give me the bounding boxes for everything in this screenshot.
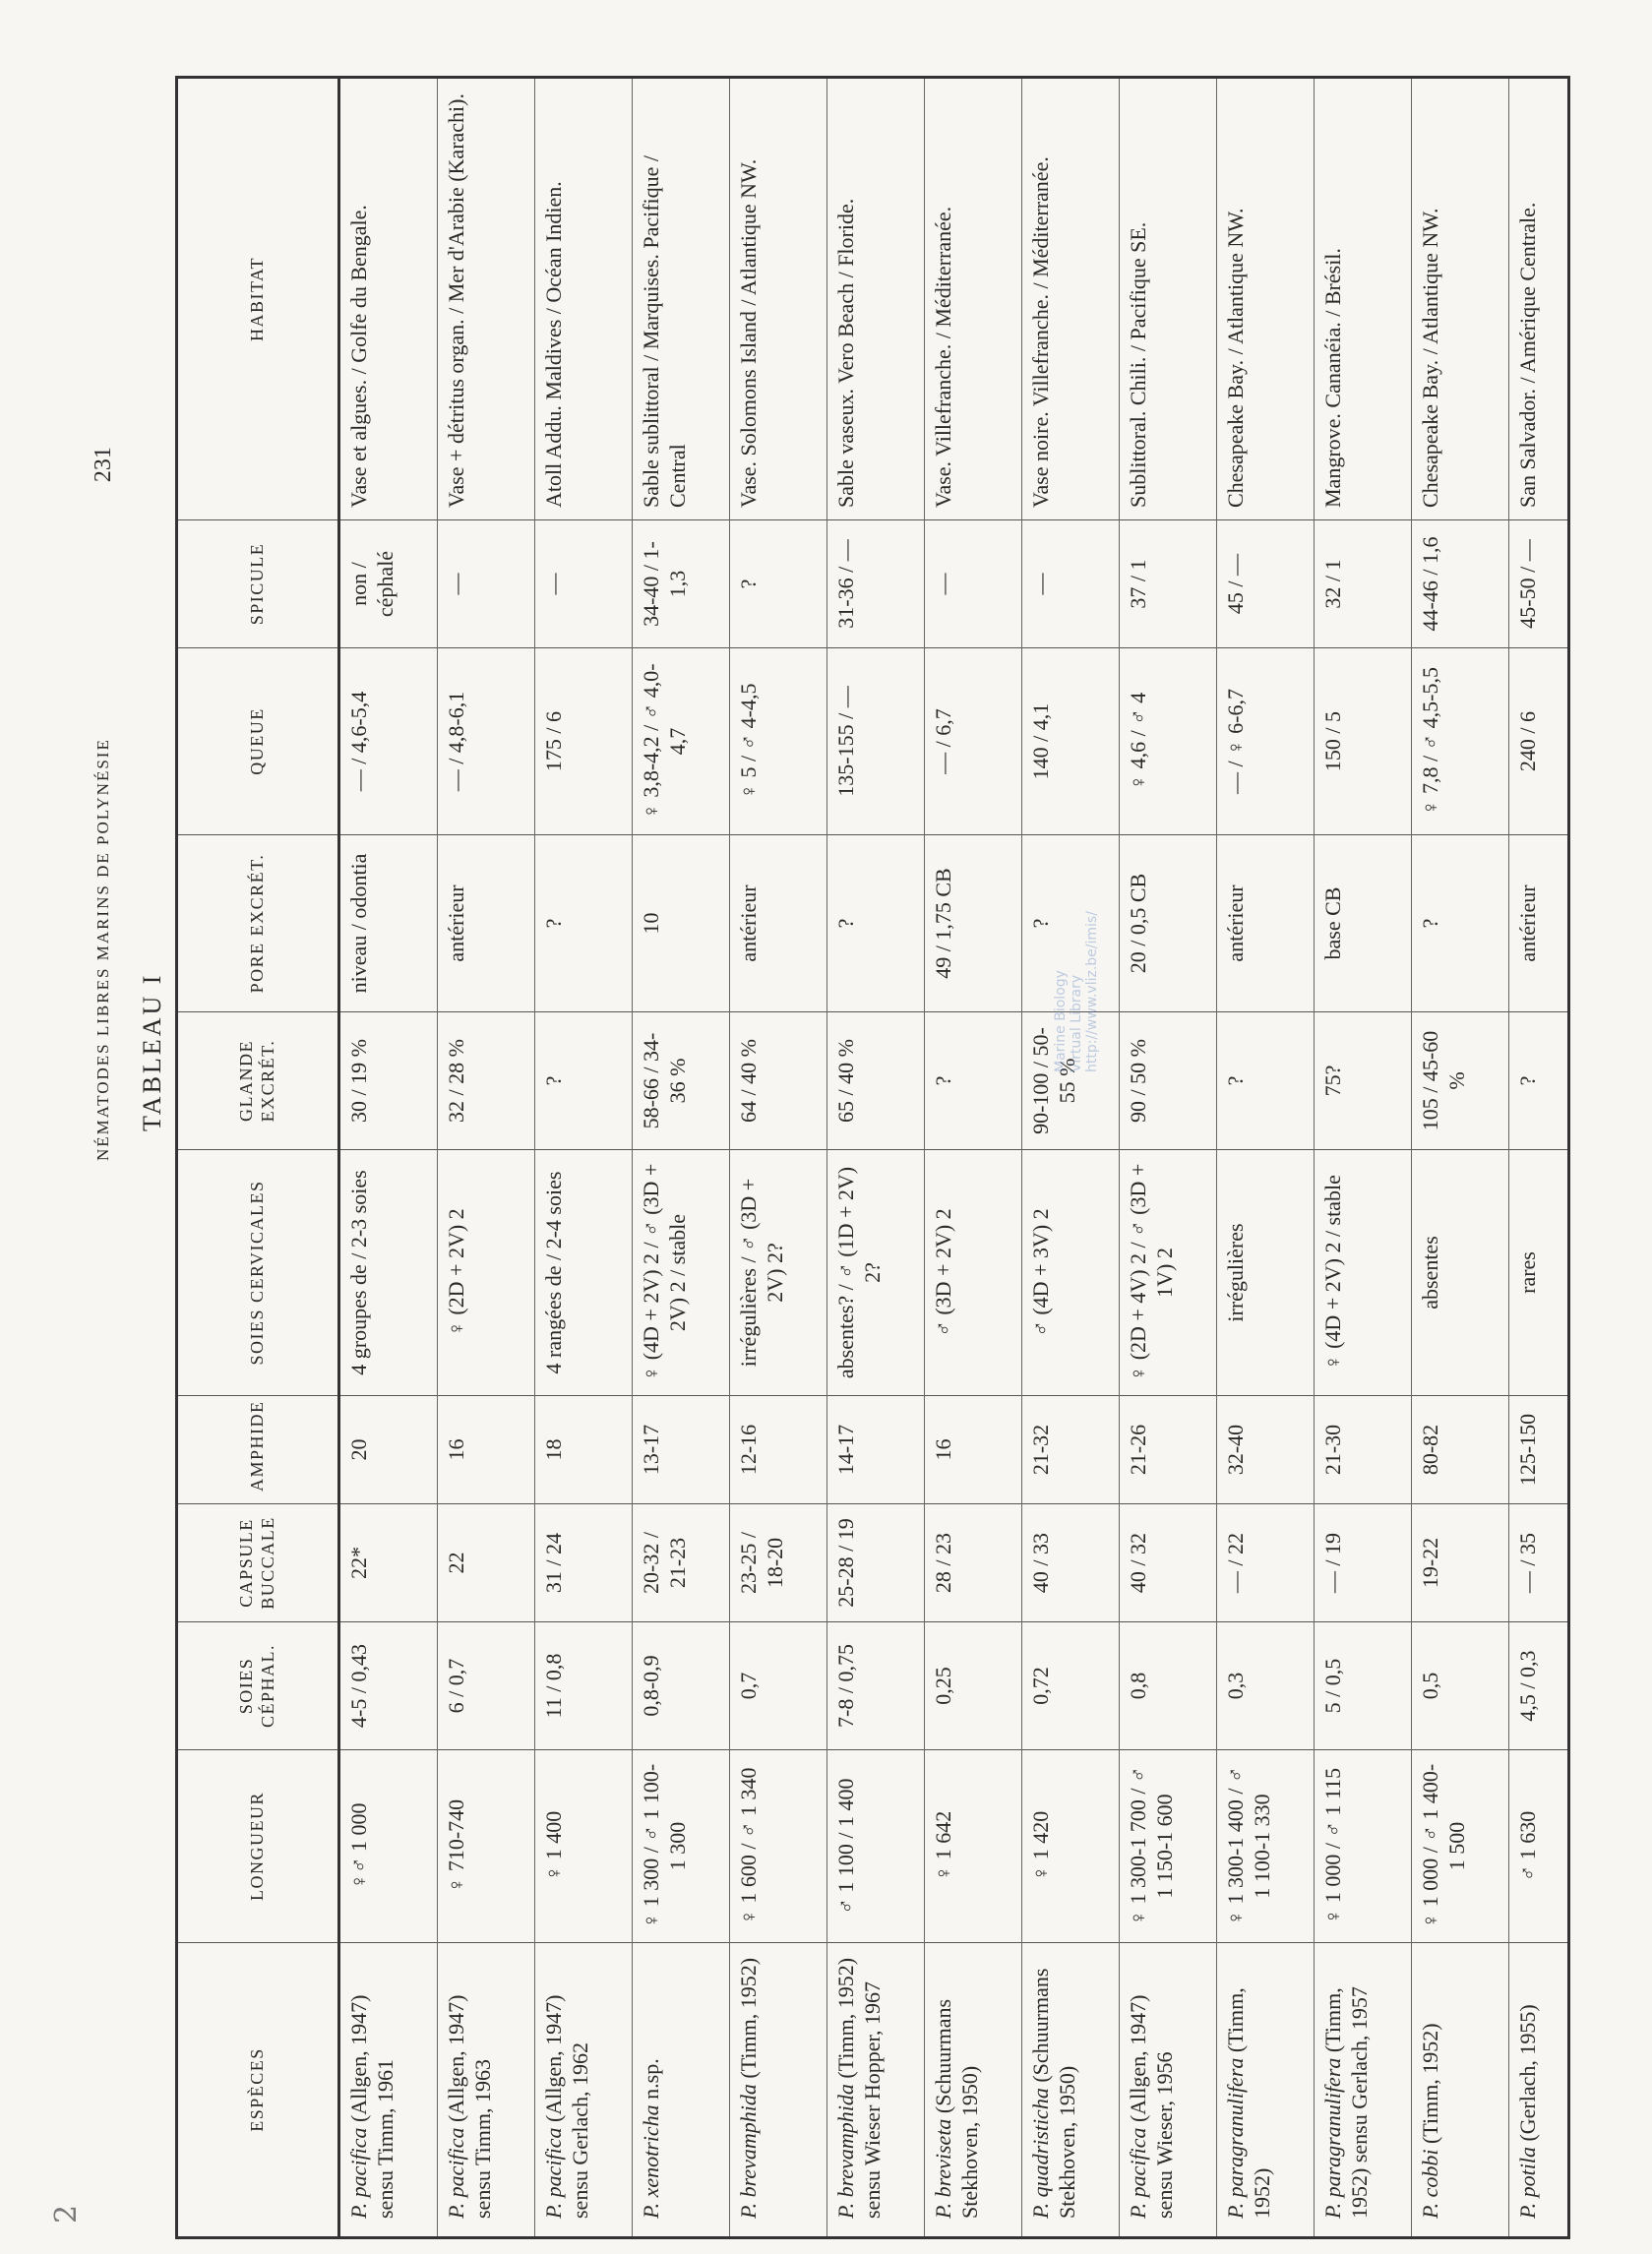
length-cell: ♀ 1 300 / ♂ 1 100-1 300 <box>633 1750 730 1943</box>
species-name: P. potila <box>1515 2147 1541 2219</box>
queue-cell: 240 / 6 <box>1509 648 1569 835</box>
amphide-cell: 18 <box>535 1396 633 1504</box>
spicule-cell: non / céphalé <box>339 520 438 648</box>
col-length: LONGUEUR <box>177 1750 339 1943</box>
spicule-cell: 31-36 / — <box>827 520 925 648</box>
gland-cell: ? <box>1217 1012 1315 1150</box>
table-row <box>1315 78 1412 2238</box>
species-cell <box>1509 1943 1569 2238</box>
length-cell: ♂ 1 630 <box>1509 1750 1569 1943</box>
gland-cell: 30 / 19 % <box>339 1012 438 1150</box>
col-capsule: CAPSULE BUCCALE <box>177 1504 339 1622</box>
queue-cell: 140 / 4,1 <box>1022 648 1120 835</box>
habitat-cell: Chesapeake Bay. / Atlantique NW. <box>1217 78 1315 520</box>
header-row <box>177 78 339 2238</box>
ceph-cell: 4,5 / 0,3 <box>1509 1622 1569 1750</box>
species-cell <box>535 1943 633 2238</box>
queue-cell: ♀ 7,8 / ♂ 4,5-5,5 <box>1412 648 1509 835</box>
cerv-cell: 4 groupes de / 2-3 soies <box>339 1150 438 1396</box>
spicule-cell: — <box>438 520 535 648</box>
ceph-cell: 0,72 <box>1022 1622 1120 1750</box>
amphide-cell: 125-150 <box>1509 1396 1569 1504</box>
cerv-cell: irrégulières / ♂ (3D + 2V) 2? <box>730 1150 827 1396</box>
length-cell: ♀ 1 300-1 400 / ♂ 1 100-1 330 <box>1217 1750 1315 1943</box>
page-number: 231 <box>90 447 116 483</box>
species-author: (Timm, 1952) sensu Wieser Hopper, 1967 <box>833 1957 886 2219</box>
habitat-cell: Sable sublittoral / Marquises. Pacifique / Central <box>633 78 730 520</box>
amphide-cell: 21-32 <box>1022 1396 1120 1504</box>
species-cell <box>1315 1943 1412 2238</box>
pore-cell: base CB <box>1315 835 1412 1012</box>
length-cell: ♀ 1 300-1 700 / ♂ 1 150-1 600 <box>1120 1750 1217 1943</box>
species-author: (Schuurmans Stekhoven, 1950) <box>1028 1968 1080 2219</box>
table-row <box>339 78 438 2238</box>
habitat-cell: Mangrove. Cananéia. / Brésil. <box>1315 78 1412 520</box>
col-ceph: SOIES CÉPHAL. <box>177 1622 339 1750</box>
length-cell: ♀ 1 420 <box>1022 1750 1120 1943</box>
amphide-cell: 21-26 <box>1120 1396 1217 1504</box>
species-author: n.sp. <box>639 2058 664 2100</box>
ceph-cell: 6 / 0,7 <box>438 1622 535 1750</box>
cerv-cell: ♀ (4D + 2V) 2 / ♂ (3D + 2V) 2 / stable <box>633 1150 730 1396</box>
length-cell: ♀ 1 400 <box>535 1750 633 1943</box>
capsule-cell: 20-32 / 21-23 <box>633 1504 730 1622</box>
capsule-cell: 40 / 32 <box>1120 1504 1217 1622</box>
ceph-cell: 0,5 <box>1412 1622 1509 1750</box>
amphide-cell: 32-40 <box>1217 1396 1315 1504</box>
amphide-cell: 13-17 <box>633 1396 730 1504</box>
watermark <box>1053 911 1100 1072</box>
cerv-cell: irrégulières <box>1217 1150 1315 1396</box>
table-row <box>925 78 1022 2238</box>
ceph-cell: 7-8 / 0,75 <box>827 1622 925 1750</box>
ceph-cell: 11 / 0,8 <box>535 1622 633 1750</box>
species-cell <box>925 1943 1022 2238</box>
species-cell <box>1022 1943 1120 2238</box>
ceph-cell: 0,8 <box>1120 1622 1217 1750</box>
length-cell: ♂ 1 100 / 1 400 <box>827 1750 925 1943</box>
cerv-cell: ♂ (3D + 2V) 2 <box>925 1150 1022 1396</box>
queue-cell: ♀ 3,8-4,2 / ♂ 4,0-4,7 <box>633 648 730 835</box>
amphide-cell: 80-82 <box>1412 1396 1509 1504</box>
species-table <box>175 76 1570 2239</box>
cerv-cell: ♀ (2D + 2V) 2 <box>438 1150 535 1396</box>
species-cell <box>827 1943 925 2238</box>
col-gland: GLANDE EXCRÉT. <box>177 1012 339 1150</box>
spicule-cell: 37 / 1 <box>1120 520 1217 648</box>
queue-cell: — / 4,8-6,1 <box>438 648 535 835</box>
queue-cell: — / ♀ 6-6,7 <box>1217 648 1315 835</box>
habitat-cell: Chesapeake Bay. / Atlantique NW. <box>1412 78 1509 520</box>
amphide-cell: 20 <box>339 1396 438 1504</box>
col-cerv: SOIES CERVICALES <box>177 1150 339 1396</box>
pore-cell: ? <box>827 835 925 1012</box>
cerv-cell: ♀ (2D + 4V) 2 / ♂ (3D + 1V) 2 <box>1120 1150 1217 1396</box>
gland-cell: 65 / 40 % <box>827 1012 925 1150</box>
gland-cell: 90 / 50 % <box>1120 1012 1217 1150</box>
cerv-cell: 4 rangées de / 2-4 soies <box>535 1150 633 1396</box>
pore-cell: 10 <box>633 835 730 1012</box>
col-habitat: HABITAT <box>177 78 339 520</box>
pore-cell: antérieur <box>1217 835 1315 1012</box>
gland-cell: 90-100 / 50-55 % <box>1022 1012 1120 1150</box>
pore-cell: ? <box>535 835 633 1012</box>
length-cell: ♀ 710-740 <box>438 1750 535 1943</box>
col-queue: QUEUE <box>177 648 339 835</box>
capsule-cell: — / 19 <box>1315 1504 1412 1622</box>
queue-cell: — / 4,6-5,4 <box>339 648 438 835</box>
species-author: (Allgen, 1947) sensu Timm, 1961 <box>346 1994 398 2219</box>
table-row <box>535 78 633 2238</box>
gland-cell: 32 / 28 % <box>438 1012 535 1150</box>
pore-cell: 49 / 1,75 CB <box>925 835 1022 1012</box>
gland-cell: 64 / 40 % <box>730 1012 827 1150</box>
cerv-cell: ♀ (4D + 2V) 2 / stable <box>1315 1150 1412 1396</box>
col-pore: PORE EXCRÉT. <box>177 835 339 1012</box>
ceph-cell: 4-5 / 0,43 <box>339 1622 438 1750</box>
habitat-cell: Sable vaseux. Vero Beach / Floride. <box>827 78 925 520</box>
watermark-line: http://www.vliz.be/imis/ <box>1084 911 1100 1072</box>
pore-cell: ? <box>1022 835 1120 1012</box>
queue-cell: — / 6,7 <box>925 648 1022 835</box>
table-row <box>827 78 925 2238</box>
ceph-cell: 5 / 0,5 <box>1315 1622 1412 1750</box>
ceph-cell: 0,8-0,9 <box>633 1622 730 1750</box>
species-name: P. pacifica <box>1126 2127 1151 2219</box>
species-name: P. xenotricha <box>639 2104 664 2219</box>
species-cell <box>339 1943 438 2238</box>
species-name: P. paragranulifera <box>1320 2057 1346 2219</box>
species-author: (Timm, 1952) sensu Gerlach, 1957 <box>1320 1986 1373 2219</box>
pore-cell: antérieur <box>730 835 827 1012</box>
table-row <box>1509 78 1569 2238</box>
col-spicule: SPICULE <box>177 520 339 648</box>
species-author: (Timm, 1952) <box>1418 2023 1443 2145</box>
spicule-cell: ? <box>730 520 827 648</box>
table-row <box>438 78 535 2238</box>
capsule-cell: — / 35 <box>1509 1504 1569 1622</box>
amphide-cell: 14-17 <box>827 1396 925 1504</box>
length-cell: ♀♂ 1 000 <box>339 1750 438 1943</box>
watermark-line: Virtual Library <box>1069 974 1084 1072</box>
spicule-cell: — <box>1022 520 1120 648</box>
queue-cell: 135-155 / — <box>827 648 925 835</box>
table-row <box>730 78 827 2238</box>
habitat-cell: Vase + détritus organ. / Mer d'Arabie (Karachi). <box>438 78 535 520</box>
gland-cell: ? <box>535 1012 633 1150</box>
species-author: (Allgen, 1947) sensu Timm, 1963 <box>444 1994 496 2219</box>
queue-cell: 175 / 6 <box>535 648 633 835</box>
ceph-cell: 0,3 <box>1217 1622 1315 1750</box>
amphide-cell: 16 <box>925 1396 1022 1504</box>
cerv-cell: rares <box>1509 1150 1569 1396</box>
species-author: (Timm, 1952) <box>736 1957 762 2079</box>
spicule-cell: 44-46 / 1,6 <box>1412 520 1509 648</box>
species-name: P. cobbi <box>1418 2149 1443 2219</box>
cerv-cell: absentes? / ♂ (1D + 2V) 2? <box>827 1150 925 1396</box>
species-cell <box>730 1943 827 2238</box>
table-title: TABLEAU I <box>138 972 166 1131</box>
capsule-cell: 25-28 / 19 <box>827 1504 925 1622</box>
habitat-cell: San Salvador. / Amérique Centrale. <box>1509 78 1569 520</box>
gland-cell: 105 / 45-60 % <box>1412 1012 1509 1150</box>
species-cell <box>1412 1943 1509 2238</box>
capsule-cell: — / 22 <box>1217 1504 1315 1622</box>
queue-cell: ♀ 4,6 / ♂ 4 <box>1120 648 1217 835</box>
length-cell: ♀ 1 000 / ♂ 1 400-1 500 <box>1412 1750 1509 1943</box>
capsule-cell: 31 / 24 <box>535 1504 633 1622</box>
habitat-cell: Vase. Solomons Island / Atlantique NW. <box>730 78 827 520</box>
amphide-cell: 21-30 <box>1315 1396 1412 1504</box>
gland-cell: 58-66 / 34-36 % <box>633 1012 730 1150</box>
habitat-cell: Vase. Villefranche. / Méditerranée. <box>925 78 1022 520</box>
species-author: (Allgen, 1947) sensu Wieser, 1956 <box>1126 1994 1178 2219</box>
queue-cell: ♀ 5 / ♂ 4-4,5 <box>730 648 827 835</box>
spicule-cell: 45-50 / — <box>1509 520 1569 648</box>
gland-cell: ? <box>925 1012 1022 1150</box>
pore-cell: niveau / odontia <box>339 835 438 1012</box>
table-row <box>1022 78 1120 2238</box>
gland-cell: ? <box>1509 1012 1569 1150</box>
habitat-cell: Vase et algues. / Golfe du Bengale. <box>339 78 438 520</box>
species-name: P. breviseta <box>931 2118 956 2219</box>
table-body <box>339 78 1569 2238</box>
species-author: (Gerlach, 1955) <box>1515 2004 1541 2142</box>
capsule-cell: 22 <box>438 1504 535 1622</box>
habitat-cell: Vase noire. Villefranche. / Méditerranée. <box>1022 78 1120 520</box>
capsule-cell: 19-22 <box>1412 1504 1509 1622</box>
col-species: ESPÈCES <box>177 1943 339 2238</box>
running-head-title: NÉMATODES LIBRES MARINS DE POLYNÉSIE <box>93 738 112 1161</box>
amphide-cell: 12-16 <box>730 1396 827 1504</box>
table-row <box>1217 78 1315 2238</box>
species-cell <box>633 1943 730 2238</box>
watermark-line: Marine Biology <box>1053 970 1069 1072</box>
table-row <box>1412 78 1509 2238</box>
queue-cell: 150 / 5 <box>1315 648 1412 835</box>
species-name: P. quadristicha <box>1028 2088 1054 2219</box>
habitat-cell: Atoll Addu. Maldives / Océan Indien. <box>535 78 633 520</box>
species-name: P. pacifica <box>346 2127 371 2219</box>
gland-cell: 75? <box>1315 1012 1412 1150</box>
rotated-table-wrapper <box>175 79 1570 2239</box>
length-cell: ♀ 1 000 / ♂ 1 115 <box>1315 1750 1412 1943</box>
ceph-cell: 0,25 <box>925 1622 1022 1750</box>
species-cell <box>1120 1943 1217 2238</box>
spicule-cell: — <box>925 520 1022 648</box>
handwritten-mark: 2 <box>49 2204 84 2224</box>
capsule-cell: 40 / 33 <box>1022 1504 1120 1622</box>
species-author: (Schuurmans Stekhoven, 1950) <box>931 1998 983 2219</box>
pore-cell: antérieur <box>438 835 535 1012</box>
length-cell: ♀ 1 642 <box>925 1750 1022 1943</box>
running-head <box>84 79 123 1161</box>
species-cell <box>438 1943 535 2238</box>
spicule-cell: 32 / 1 <box>1315 520 1412 648</box>
spicule-cell: 45 / — <box>1217 520 1315 648</box>
spicule-cell: 34-40 / 1-1,3 <box>633 520 730 648</box>
species-author: (Timm, 1952) <box>1223 1987 1275 2219</box>
species-name: P. brevamphida <box>833 2084 859 2219</box>
capsule-cell: 28 / 23 <box>925 1504 1022 1622</box>
col-amphide: AMPHIDE <box>177 1396 339 1504</box>
habitat-cell: Sublittoral. Chili. / Pacifique SE. <box>1120 78 1217 520</box>
pore-cell: antérieur <box>1509 835 1569 1012</box>
cerv-cell: absentes <box>1412 1150 1509 1396</box>
species-name: P. paragranulifera <box>1223 2057 1249 2219</box>
ceph-cell: 0,7 <box>730 1622 827 1750</box>
length-cell: ♀ 1 600 / ♂ 1 340 <box>730 1750 827 1943</box>
species-author: (Allgen, 1947) sensu Gerlach, 1962 <box>541 1994 593 2219</box>
cerv-cell: ♂ (4D + 3V) 2 <box>1022 1150 1120 1396</box>
capsule-cell: 23-25 / 18-20 <box>730 1504 827 1622</box>
species-cell <box>1217 1943 1315 2238</box>
species-name: P. pacifica <box>541 2127 567 2219</box>
amphide-cell: 16 <box>438 1396 535 1504</box>
table-row <box>1120 78 1217 2238</box>
species-name: P. brevamphida <box>736 2084 762 2219</box>
species-name: P. pacifica <box>444 2127 469 2219</box>
capsule-cell: 22* <box>339 1504 438 1622</box>
table-row <box>633 78 730 2238</box>
spicule-cell: — <box>535 520 633 648</box>
pore-cell: 20 / 0,5 CB <box>1120 835 1217 1012</box>
pore-cell: ? <box>1412 835 1509 1012</box>
